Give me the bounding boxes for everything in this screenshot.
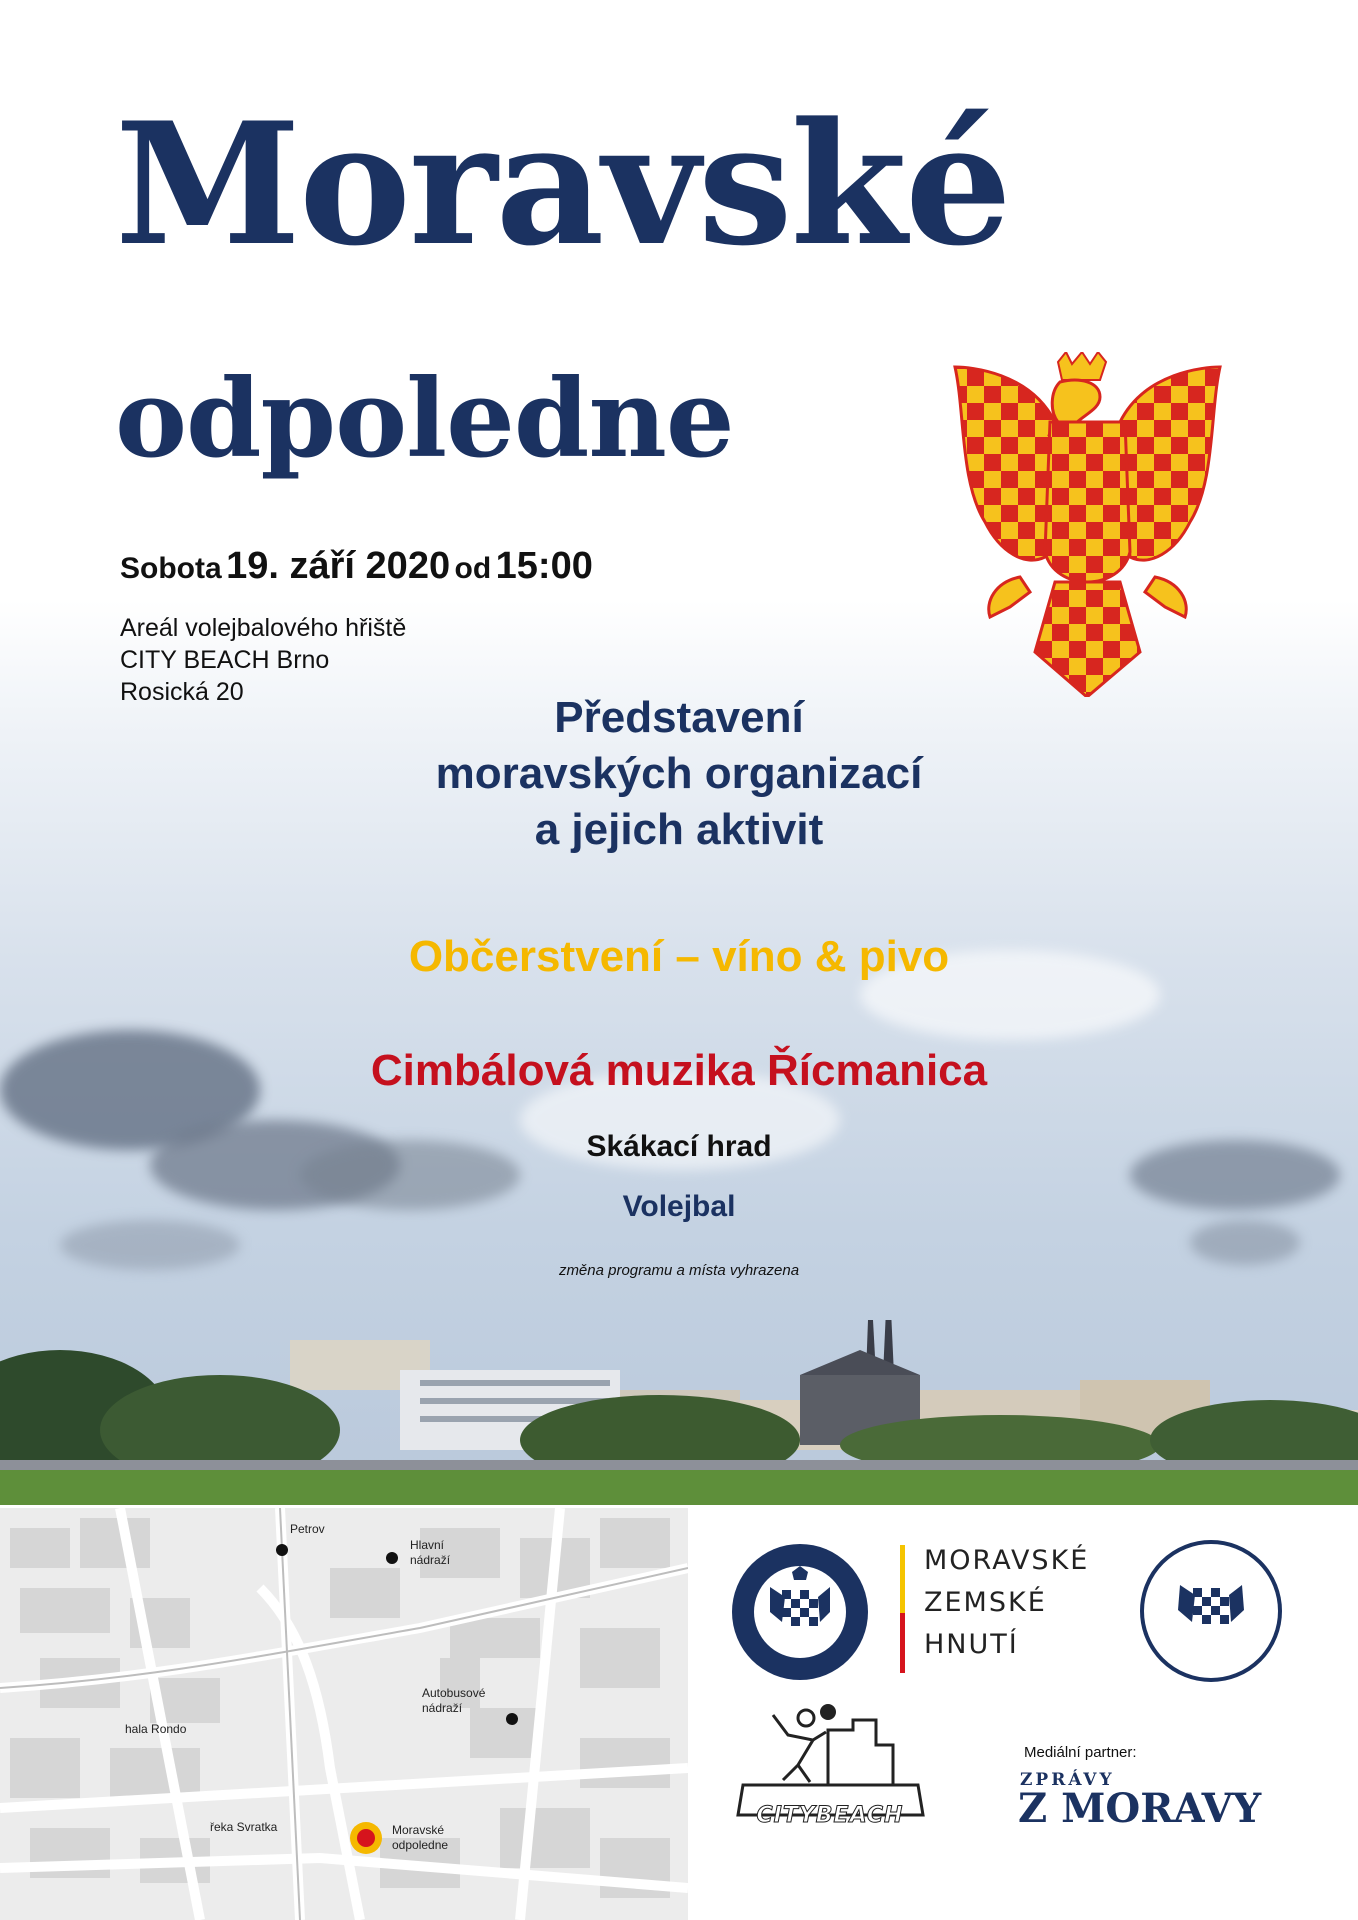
zm-line-1: ZPRÁVY: [1020, 1770, 1115, 1790]
spms-logo-icon: [730, 1542, 870, 1682]
map-label-event-2: odpoledne: [392, 1838, 449, 1852]
map-label-svratka: řeka Svratka: [210, 1820, 278, 1834]
map-label-main-station-2: nádraží: [410, 1553, 451, 1567]
zm-line-2: Z MORAVY: [1018, 1785, 1262, 1832]
map-label-event-1: Moravské: [392, 1823, 445, 1837]
mzh-line-3: HNUTÍ: [924, 1629, 1019, 1660]
event-date: [120, 545, 593, 588]
mzh-logo: [900, 1545, 1100, 1675]
map-label-main-station-1: Hlavní: [410, 1538, 445, 1552]
mzh-bar-yellow: [900, 1545, 905, 1613]
map-streets: [0, 1508, 688, 1920]
refreshments-text: Občerstvení – víno & pivo: [408, 932, 950, 981]
program-intro: [0, 690, 1358, 858]
disclaimer-text: změna programu a místa vyhrazena: [558, 1262, 800, 1279]
venue-line-3: Rosická 20: [120, 678, 244, 706]
mzh-line-2: ZEMSKÉ: [924, 1587, 1047, 1618]
music-text: Cimbálová muzika Řícmanica: [370, 1046, 988, 1095]
venue-line-2: CITY BEACH Brno: [120, 646, 330, 674]
volleyball-text: Volejbal: [622, 1190, 736, 1223]
zpravy-z-moravy-logo: [1018, 1770, 1262, 1832]
map-label-bus-station-1: Autobusové: [422, 1686, 486, 1700]
location-map: [0, 1508, 688, 1920]
mzh-bar-red: [900, 1613, 905, 1673]
map-label-petrov: Petrov: [290, 1522, 325, 1536]
intro-line-1: Představení: [554, 693, 804, 742]
date-time-prefix: od: [454, 552, 492, 585]
map-label-bus-station-2: nádraží: [422, 1701, 463, 1715]
venue-line-1: Areál volejbalového hřiště: [120, 614, 407, 642]
date-time: 15:00: [495, 545, 593, 587]
intro-line-3: a jejich aktivit: [534, 805, 824, 854]
moravsky-patriot-logo-icon: [1140, 1540, 1282, 1682]
mzh-line-1: MORAVSKÉ: [924, 1545, 1090, 1576]
city-skyline-photo: [0, 1320, 1358, 1505]
date-day-prefix: Sobota: [120, 552, 222, 585]
media-partner-label: Mediální partner:: [1024, 1744, 1137, 1761]
moravian-eagle-icon: [950, 352, 1225, 697]
title-line-1: Moravské: [115, 85, 1010, 283]
date-value: 19. září 2020: [226, 545, 451, 587]
citybeach-logo-text: CITYBEACH: [756, 1803, 904, 1828]
bouncy-castle-text: Skákací hrad: [586, 1130, 772, 1163]
title-line-2: odpoledne: [115, 356, 734, 482]
map-label-hala-rondo: hala Rondo: [125, 1722, 187, 1736]
intro-line-2: moravských organizací: [435, 749, 923, 798]
